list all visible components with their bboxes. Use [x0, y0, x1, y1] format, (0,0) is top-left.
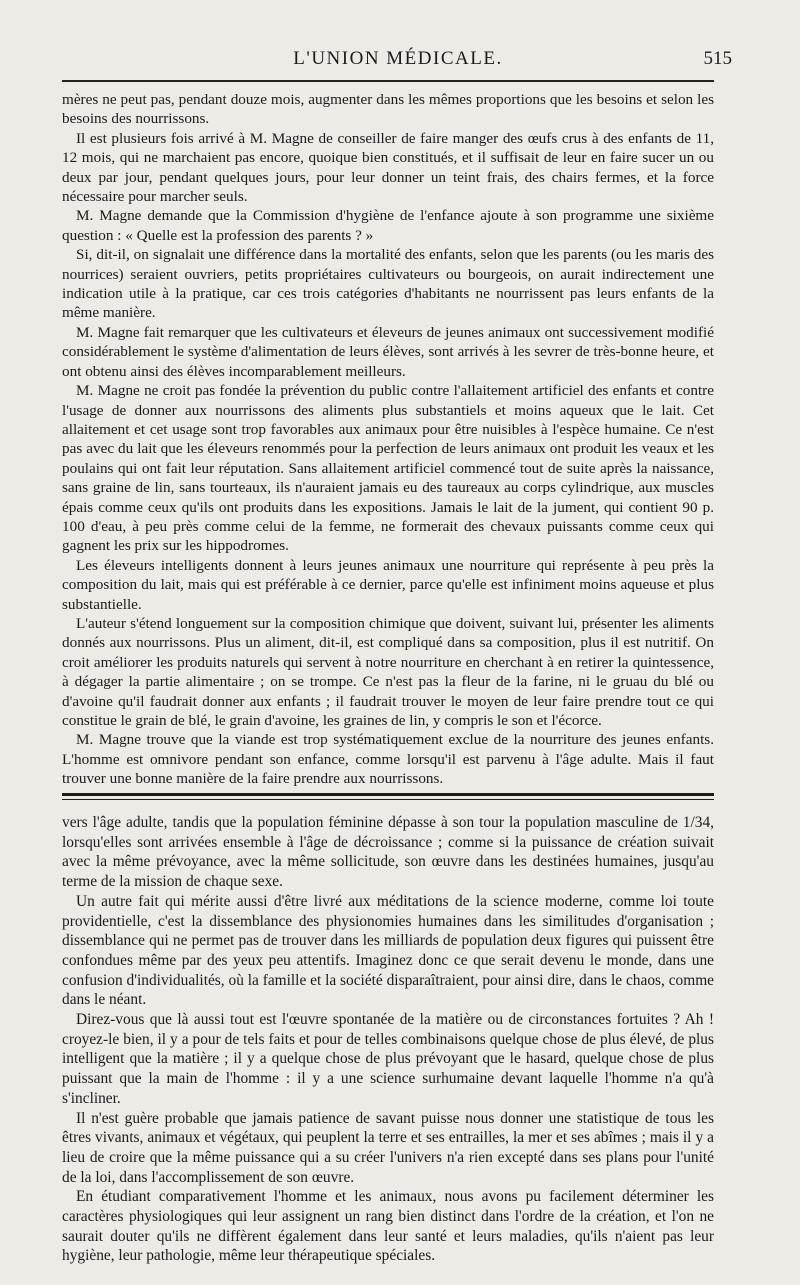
section-separator-thick [62, 793, 714, 796]
paragraph: Direz-vous que là aussi tout est l'œuvre spontanée de la matière ou de circonstances fortuites ? Ah ! croyez-le bien, il y a pour de tels faits et pour de telles combinaisons quelque chose de plus élevé, de plus intelligent que la matière ; il y a quelque chose de plus prévoyant que le hasard, quelque chose de plus puissant que la main de l'homme : il y a une science surhumaine devant laquelle l'homme n'a qu'à s'incliner. [62, 1011, 714, 1107]
paragraph: vers l'âge adulte, tandis que la population féminine dépasse à son tour la population masculine de 1/34, lorsqu'elles sont arrivées ensemble à l'âge de décroissance ; comme si la puissance de création suivait avec la même prévoyance, avec la même sollicitude, son œuvre dans les destinées humaines, jusqu'au terme de la mission de chaque sexe. [62, 814, 714, 891]
paragraph: En étudiant comparativement l'homme et les animaux, nous avons pu facilement déterminer les caractères physiologiques qui leur assignent un rang bien distinct dans l'ordre de la création, et l'on ne saurait douter qu'ils ne diffèrent également dans leur santé et leurs maladies, qu'ils n'aient pas leur hygiène, leur pathologie, même leur thérapeutique spéciales. [62, 1188, 714, 1265]
paragraph: Il est plusieurs fois arrivé à M. Magne de conseiller de faire manger des œufs crus à des enfants de 11, 12 mois, qui ne marchaient pas encore, quoique bien constitués, et il suffisait de leur en faire sucer un ou deux par jour, pendant quelques jours, pour leur donner un teint frais, des chairs fermes, et la force nécessaire pour marcher seuls. [62, 129, 714, 206]
header-rule [62, 80, 714, 82]
paragraph: M. Magne demande que la Commission d'hygiène de l'enfance ajoute à son programme une sixième question : « Quelle est la profession des parents ? » [62, 207, 714, 244]
paragraph: M. Magne fait remarquer que les cultivateurs et éleveurs de jeunes animaux ont successivement modifié considérablement le système d'alimentation de leurs élèves, sont arrivés à les sevrer de très-bonne heure, et ont obtenu ainsi des élèves incomparablement meilleurs. [62, 323, 714, 380]
paragraph: L'auteur s'étend longuement sur la composition chimique que doivent, suivant lui, présenter les aliments donnés aux nourrissons. Plus un aliment, dit-il, est compliqué dans sa composition, plus il est nutritif. On croit améliorer les produits naturels qui servent à notre nourriture en cherchant à en retirer la quintessence, à dégager la partie alimentaire ; on se trompe. Ce n'est pas la fleur de la farine, ni le gruau du blé ou d'avoine qu'il faudrait donner aux enfants ; il faudrait trouver le moyen de leur faire prendre tout ce qui constitue le grain de blé, le grain d'avoine, les graines de lin, y compris le son et l'écorce. [62, 614, 714, 729]
page-number: 515 [703, 48, 732, 69]
running-title: L'UNION MÉDICALE. [293, 48, 503, 69]
page-header [62, 42, 734, 82]
paragraph: M. Magne ne croit pas fondée la prévention du public contre l'allaitement artificiel des enfants et contre l'usage de donner aux nourrissons des aliments plus substantiels et moins aqueux que le lait. Cet allaitement et cet usage sont trop favorables aux animaux pour être nuisibles à l'espèce humaine. Ce n'est pas avec du lait que les éleveurs renommés pour la perfection de leurs animaux ont produit les veaux et les poulains qui ont fait leur réputation. Sans allaitement artificiel commencé tout de suite après la naissance, sans graine de lin, sans tourteaux, ils n'auraient jamais eu des taureaux au corps cylindrique, aux muscles épais comme ceux qu'ils ont produits dans les expositions. Jamais le lait de la jument, qui contient 90 p. 100 d'eau, à peu près comme celui de la femme, ne formerait des chevaux puissants comme ceux qui gagnent les prix sur les hippodromes. [62, 382, 714, 555]
top-article-column [62, 90, 714, 789]
paragraph: Il n'est guère probable que jamais patience de savant puisse nous donner une statistique de tous les êtres vivants, animaux et végétaux, qui peuplent la terre et ses entrailles, la mer et ses abîmes ; mais il y a lieu de croire que la même puissance qui a su créer l'univers n'a rien excepté dans ses plans pour l'unité de la loi, dans l'accomplissement de son œuvre. [62, 1109, 714, 1186]
paragraph: M. Magne trouve que la viande est trop systématiquement exclue de la nourriture des jeunes enfants. L'homme est omnivore pendant son enfance, comme lorsqu'il est parvenu à l'âge adulte. Mais il faut trouver une bonne manière de la faire prendre aux nourrissons. [62, 731, 714, 788]
paragraph: Les éleveurs intelligents donnent à leurs jeunes animaux une nourriture qui représente à peu près la composition du lait, mais qui est préférable à ce dernier, parce qu'elle est infiniment moins aqueuse et plus substantielle. [62, 556, 714, 613]
bottom-feuilleton-column [62, 813, 714, 1266]
paragraph: Un autre fait qui mérite aussi d'être livré aux méditations de la science moderne, comme loi toute providentielle, c'est la dissemblance des physionomies humaines dans les similitudes d'organisation ; dissemblance qui ne permet pas de trouver dans les milliards de population deux figures qui puissent être confondues même par des yeux peu attentifs. Imaginez donc ce que serait devenu le monde, dans une confusion d'individualités, où la famille et la société disparaîtraient, pour ainsi dire, dans le chaos, comme dans le néant. [62, 892, 714, 1009]
section-separator-thin [62, 799, 714, 800]
paragraph: Si, dit-il, on signalait une différence dans la mortalité des enfants, selon que les parents (ou les maris des nourrices) seraient ouvriers, petits propriétaires cultivateurs ou bourgeois, on aurait indirectement une indication utile à la pratique, car ces trois catégories d'habitants ne nourrissent pas leurs enfants de la même manière. [62, 246, 714, 322]
paragraph: mères ne peut pas, pendant douze mois, augmenter dans les mêmes proportions que les besoins et selon les besoins des nourrissons. [62, 91, 714, 128]
